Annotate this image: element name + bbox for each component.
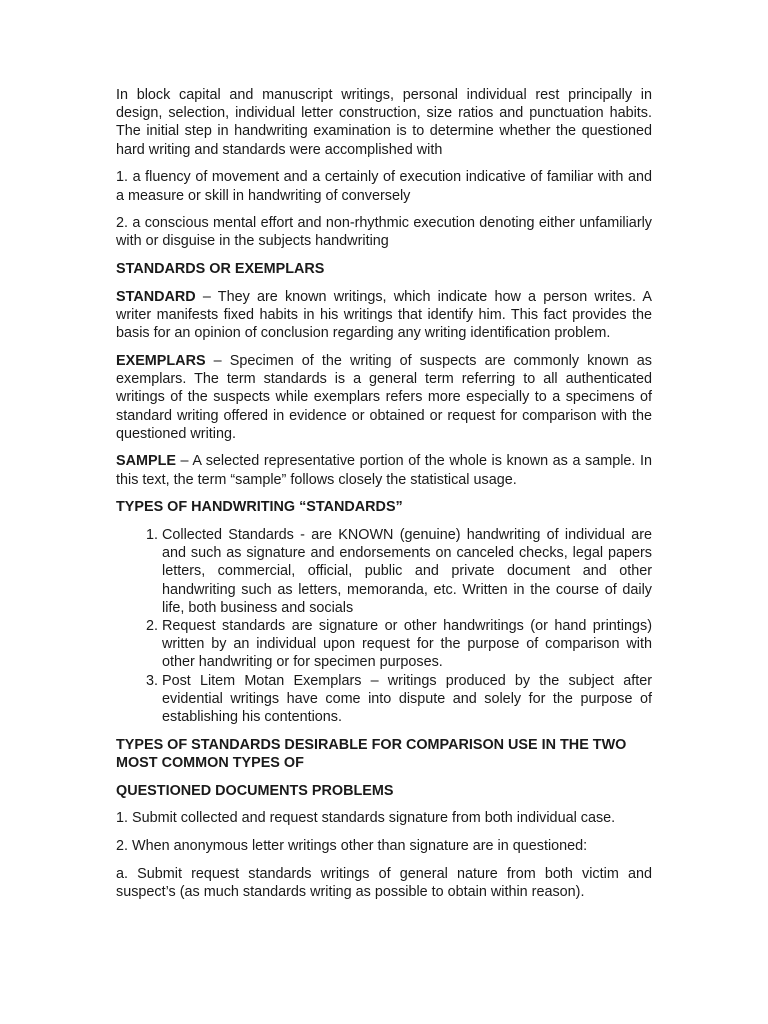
document-page [116, 86, 652, 911]
standard-text: – They are known writings, which indicate how a person writes. A writer manifests fixed habits in his writings that identify him. This fact provides the basis for an opinion of conclusion regarding any writing identification problem. [116, 288, 652, 342]
types-list [116, 526, 652, 726]
list-item: 3. Post Litem Motan Exemplars – writings produced by the subject after evidential writings have come into dispute and solely for the purpose of establishing his contentions. [162, 672, 652, 727]
desirable-standards-heading: TYPES OF STANDARDS DESIRABLE FOR COMPARISON USE IN THE TWO MOST COMMON TYPES OF [116, 736, 627, 771]
step-two: 2. When anonymous letter writings other than signature are in questioned: [116, 838, 588, 855]
intro-paragraph: In block capital and manuscript writings, personal individual rest principally in design, selection, individual letter construction, size ratios and punctuation habits. The initial step in handwriting examination is to determine whether the questioned hard writing and standards were accomplished with [116, 87, 652, 158]
step-a: a. Submit request standards writings of general nature from both victim and suspect’s (as much standards writing as possible to obtain within reason). [116, 865, 652, 901]
list-item: 2. Request standards are signature or other handwritings (or hand printings) written by an individual upon request for the purpose of comparison with other handwriting or for specimen purposes. [162, 617, 652, 672]
standards-exemplars-heading: STANDARDS OR EXEMPLARS [116, 261, 325, 278]
standard-definition [116, 288, 652, 343]
sample-text: – A selected representative portion of the whole is known as a sample. In this text, the term “sample” follows closely the statistical usage. [116, 453, 652, 488]
standard-term: STANDARD [116, 288, 196, 305]
step-one: 1. Submit collected and request standards signature from both individual case. [116, 810, 616, 827]
conscious-effort-point: 2. a conscious mental effort and non-rhythmic execution denoting either unfamiliarly with or disguise in the subjects handwriting [116, 215, 652, 250]
exemplars-text: – Specimen of the writing of suspects are commonly known as exemplars. The term standards is a general term referring to all authenticated writings of the suspects while exemplars refers more especially to a specimens of standard writing offered in evidence or obtained or request for comparison with the questioned writing. [116, 352, 652, 442]
types-heading: TYPES OF HANDWRITING “STANDARDS” [116, 499, 403, 516]
sample-definition [116, 452, 652, 488]
questioned-documents-heading: QUESTIONED DOCUMENTS PROBLEMS [116, 782, 394, 799]
sample-term: SAMPLE [116, 453, 176, 470]
fluency-point: 1. a fluency of movement and a certainly of execution indicative of familiar with and a measure or skill in handwriting of conversely [116, 169, 652, 204]
list-item: 1. Collected Standards - are KNOWN (genuine) handwriting of individual are and such as signature and endorsements on canceled checks, legal papers letters, commercial, official, public and private document and other handwriting such as letters, memoranda, etc. Written in the course of daily life, both business and socials [162, 526, 652, 617]
exemplars-definition [116, 352, 652, 443]
exemplars-term: EXEMPLARS [116, 352, 206, 369]
